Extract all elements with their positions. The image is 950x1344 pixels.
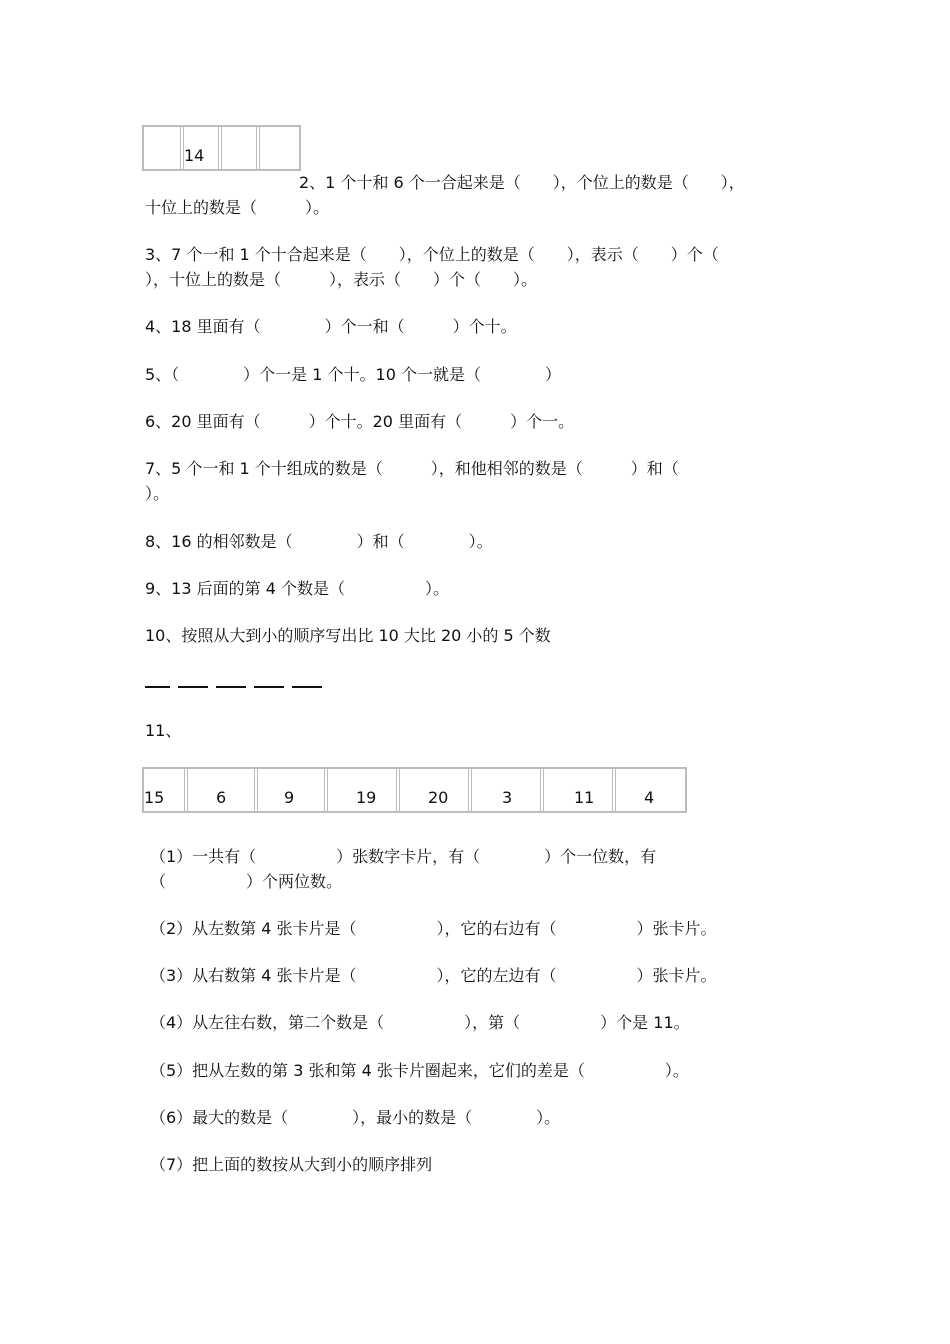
sub-question-2: （2）从左数第 4 张卡片是（ ），它的右边有（ ）张卡片。 [150,919,717,938]
question-2-line-2: 十位上的数是（ ）。 [145,198,330,217]
question-7-line-2: ）。 [145,484,170,503]
question-5: 5、（ ）个一是 1 个十。10 个一就是（ ） [145,365,561,384]
number-card: 3 [472,769,544,811]
q1-card-strip [142,125,301,171]
answer-blank [254,686,284,688]
question-7-line-1: 7、5 个一和 1 个十组成的数是（ ），和他相邻的数是（ ）和（ [145,459,679,478]
sub-question-7: （7）把上面的数按从大到小的顺序排列 [150,1155,433,1174]
sub-question-4: （4）从左往右数，第二个数是（ ），第（ ）个是 11。 [150,1013,690,1032]
sub-question-1-line-1: （1）一共有（ ）张数字卡片，有（ ）个一位数，有 [150,847,657,866]
sub-question-1-line-2: （ ）个两位数。 [150,872,343,891]
question-3-line-1: 3、7 个一和 1 个十合起来是（ ），个位上的数是（ ），表示（ ）个（ [145,245,719,264]
number-card: 11 [544,769,616,811]
q1-card: 14 [184,127,222,169]
sub-question-6: （6）最大的数是（ ），最小的数是（ ）。 [150,1108,561,1127]
answer-blanks [145,686,322,688]
question-9: 9、13 后面的第 4 个数是（ ）。 [145,579,449,598]
q1-card [260,127,299,169]
number-card: 15 [144,769,188,811]
sub-question-3: （3）从右数第 4 张卡片是（ ），它的左边有（ ）张卡片。 [150,966,717,985]
number-card: 4 [644,788,655,807]
question-2-line-1: 2、1 个十和 6 个一合起来是（ ），个位上的数是（ ）， [299,173,745,192]
number-card: 20 [400,769,472,811]
sub-question-5: （5）把从左数的第 3 张和第 4 张卡片圈起来，它们的差是（ ）。 [150,1061,689,1080]
number-card: 19 [328,769,400,811]
answer-blank [178,686,208,688]
answer-blank [292,686,322,688]
q1-card [222,127,260,169]
q1-card [144,127,184,169]
question-11-label: 11、 [145,721,182,740]
question-6: 6、20 里面有（ ）个十。20 里面有（ ）个一。 [145,412,575,431]
question-4: 4、18 里面有（ ）个一和（ ）个十。 [145,317,517,336]
answer-blank [216,686,246,688]
number-card: 6 [188,769,258,811]
answer-blank [145,686,170,688]
question-10: 10、按照从大到小的顺序写出比 10 大比 20 小的 5 个数 [145,626,551,645]
q11-card-strip [142,767,687,813]
number-card: 9 [258,769,328,811]
question-3-line-2: ），十位上的数是（ ），表示（ ）个（ ）。 [145,270,538,289]
question-8: 8、16 的相邻数是（ ）和（ ）。 [145,532,493,551]
